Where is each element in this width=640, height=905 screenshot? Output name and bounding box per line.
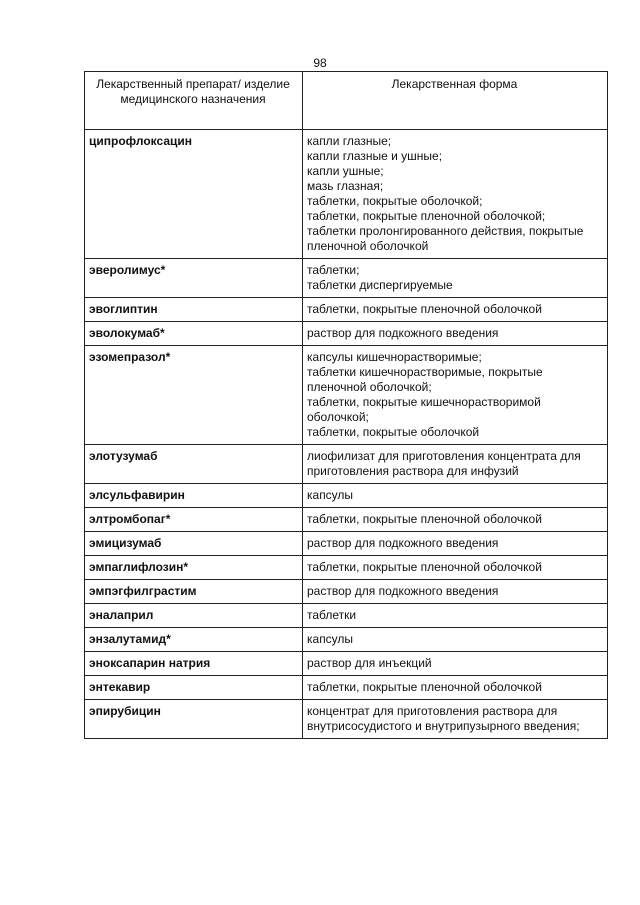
dosage-form-cell — [303, 346, 608, 445]
dosage-form-line: капли глазные; — [307, 134, 392, 148]
drug-name-cell: элтромбопаг* — [85, 508, 303, 532]
drug-name-cell: элсульфавирин — [85, 484, 303, 508]
dosage-form-cell — [303, 484, 608, 508]
dosage-form-line: капли ушные; — [307, 164, 384, 178]
dosage-form-line: таблетки, покрытые кишечнорастворимой оболочкой; — [307, 395, 541, 424]
table-row — [85, 580, 608, 604]
dosage-form-cell — [303, 676, 608, 700]
dosage-form-line: таблетки, покрытые пленочной оболочкой — [307, 302, 542, 316]
table-row — [85, 700, 608, 739]
dosage-form-line: капсулы — [307, 488, 354, 502]
dosage-form-line: таблетки — [307, 608, 357, 622]
drug-name-cell: эверолимус* — [85, 259, 303, 298]
dosage-form-line: таблетки, покрытые пленочной оболочкой — [307, 512, 542, 526]
dosage-form-line: таблетки, покрытые пленочной оболочкой — [307, 560, 542, 574]
dosage-form-cell — [303, 652, 608, 676]
dosage-form-line: капсулы кишечнорастворимые; — [307, 350, 482, 364]
dosage-form-cell — [303, 580, 608, 604]
drug-name-cell: эмпэгфилграстим — [85, 580, 303, 604]
drug-name-cell: элотузумаб — [85, 445, 303, 484]
dosage-form-cell — [303, 445, 608, 484]
table-row — [85, 298, 608, 322]
table-row — [85, 604, 608, 628]
dosage-form-cell — [303, 508, 608, 532]
dosage-form-line: раствор для подкожного введения — [307, 326, 499, 340]
dosage-form-cell — [303, 322, 608, 346]
table-row — [85, 676, 608, 700]
dosage-form-cell — [303, 628, 608, 652]
table-row — [85, 556, 608, 580]
table-row — [85, 484, 608, 508]
drug-name-cell: эмицизумаб — [85, 532, 303, 556]
table-row — [85, 130, 608, 259]
table-row — [85, 508, 608, 532]
dosage-form-line: таблетки, покрытые пленочной оболочкой; — [307, 209, 546, 223]
dosage-form-line: раствор для подкожного введения — [307, 584, 499, 598]
dosage-form-cell — [303, 604, 608, 628]
drug-name-cell: эналаприл — [85, 604, 303, 628]
dosage-form-cell — [303, 700, 608, 739]
dosage-form-cell — [303, 259, 608, 298]
dosage-form-line: мазь глазная; — [307, 179, 384, 193]
drug-name-cell: эпирубицин — [85, 700, 303, 739]
page-number: 98 — [313, 56, 327, 70]
table-row — [85, 346, 608, 445]
drug-name-cell: эмпаглифлозин* — [85, 556, 303, 580]
drug-name-cell: ципрофлоксацин — [85, 130, 303, 259]
dosage-form-line: капсулы — [307, 632, 354, 646]
header-dosage-form: Лекарственная форма — [303, 72, 608, 130]
table-header — [85, 72, 608, 130]
dosage-form-line: таблетки пролонгированного действия, покрытые пленочной оболочкой — [307, 224, 584, 253]
header-drug-name: Лекарственный препарат/ изделие медицинского назначения — [85, 72, 303, 130]
dosage-form-line: лиофилизат для приготовления концентрата для приготовления раствора для инфузий — [307, 449, 581, 478]
drug-name-cell: эноксапарин натрия — [85, 652, 303, 676]
dosage-form-line: таблетки, покрытые пленочной оболочкой — [307, 680, 542, 694]
drug-name-cell: энзалутамид* — [85, 628, 303, 652]
table-row — [85, 532, 608, 556]
dosage-form-line: капли глазные и ушные; — [307, 149, 443, 163]
header-row — [85, 72, 608, 130]
drug-name-cell: эволокумаб* — [85, 322, 303, 346]
dosage-form-line: таблетки кишечнорастворимые, покрытые пленочной оболочкой; — [307, 365, 543, 394]
dosage-form-line: таблетки; — [307, 263, 360, 277]
drug-name-cell: эвоглиптин — [85, 298, 303, 322]
drug-table — [84, 71, 608, 739]
dosage-form-line: таблетки, покрытые оболочкой; — [307, 194, 483, 208]
table-row — [85, 322, 608, 346]
dosage-form-cell — [303, 556, 608, 580]
drug-name-cell: энтекавир — [85, 676, 303, 700]
dosage-form-cell — [303, 532, 608, 556]
dosage-form-line: таблетки, покрытые оболочкой — [307, 425, 480, 439]
drug-name-cell: эзомепразол* — [85, 346, 303, 445]
table-body — [85, 130, 608, 739]
table-row — [85, 652, 608, 676]
dosage-form-cell — [303, 298, 608, 322]
dosage-form-cell — [303, 130, 608, 259]
table-row — [85, 628, 608, 652]
dosage-form-line: раствор для инъекций — [307, 656, 432, 670]
dosage-form-line: таблетки диспергируемые — [307, 278, 453, 292]
dosage-form-line: раствор для подкожного введения — [307, 536, 499, 550]
table-row — [85, 259, 608, 298]
table-row — [85, 445, 608, 484]
dosage-form-line: концентрат для приготовления раствора для внутрисосудистого и внутрипузырного введения; — [307, 704, 580, 733]
